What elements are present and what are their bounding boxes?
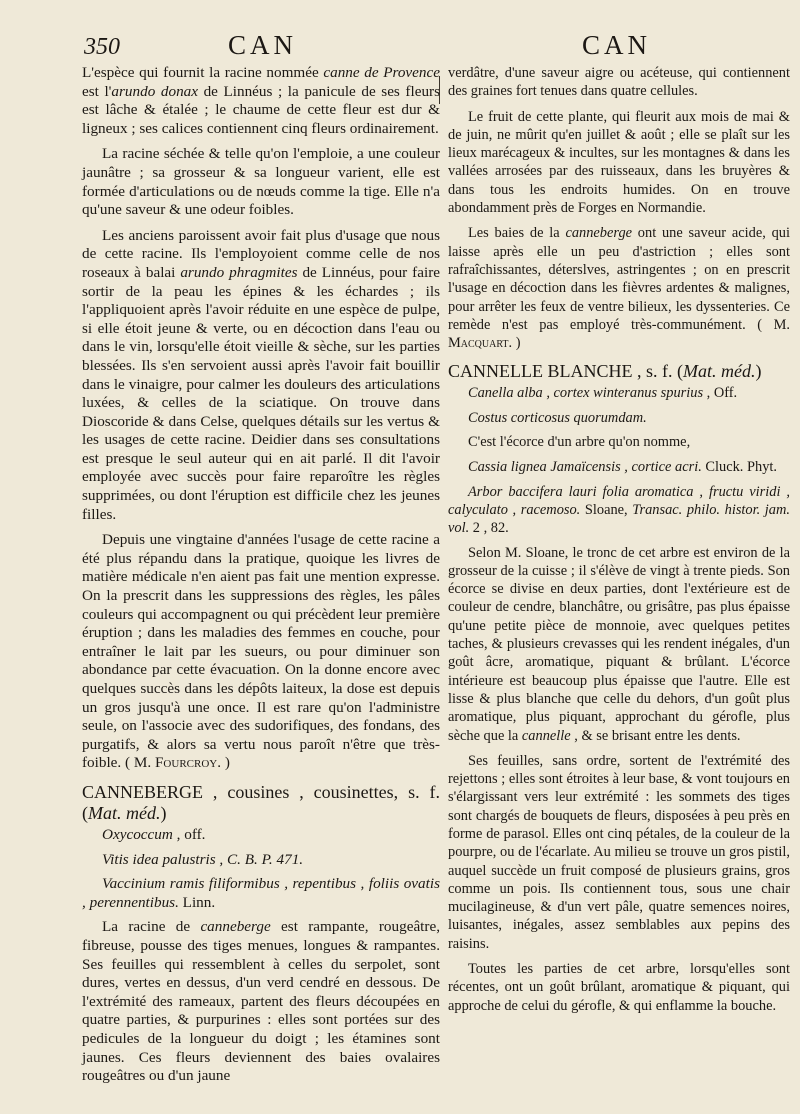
- paragraph-berries: Les baies de la canneberge ont une saveur acide, qui laisse après elle un peu d'astriction ; elles sont rafraîchissantes, déterslves, astringentes ; on en prescrit l'usage en décoction dans les fièvres ardentes & malignes, pour arrêter les feux de ventre bilieux, les dyssenteries. Ce remède n'est pas employé très-communément. ( M. Macquart. ): [448, 225, 790, 352]
- paragraph-ancient-use: Les anciens paroissent avoir fait plus d'usage que nous de cette racine. Ils l'employoient comme celle de nos roseaux à balai arundo phragmites de Linnéus, pour faire sortir de la peau les épines & les échardes ; ils l'appliquoient après l'avoir réduite en une espèce de pulpe, si elle étoit jeune & verte, ou en décoction dans l'eau ou dans le vin, lorsqu'elle étoit vieille & sèche, sur les parties blessées. Ils s'en servoient aussi après l'avoir fait bouillir dans le vinaigre, pour calmer les douleurs des articulations luxées, & celles de la sciatique. On trouve dans Dioscoride & dans Celse, quelques détails sur les vertus & les usages de cette racine. Deidier dans ses consultations est presque le seul auteur qui en ait parlé. Il dit l'avoir employée avec succès pour faire reparoître les règles supprimées, ou dont l'éruption est difficile chez les jeunes filles.: [82, 226, 440, 523]
- right-column: [448, 64, 790, 1022]
- synonym-line: Arbor baccifera lauri folia aromatica , fructu viridi , calyculato , racemoso. Sloane, Transac. philo. histor. jam. vol. 2 , 82.: [448, 483, 790, 537]
- synonym-line: Vitis idea palustris , C. B. P. 471.: [102, 850, 304, 868]
- paragraph-taste: Toutes les parties de cet arbre, lorsqu'elles sont récentes, ont un goût brûlant, aromatique & piquant, qui approche de celui du gérofle, & qui enflamme la bouche.: [448, 961, 790, 1014]
- synonym-line: Oxycoccum , off.: [102, 825, 206, 843]
- synonym-line: Canella alba , cortex winteranus spurius , Off.: [468, 385, 738, 402]
- paragraph-continuation: verdâtre, d'une saveur aigre ou acéteuse, qui contiennent des graines fort tenues dans quatre cellules.: [448, 65, 790, 100]
- running-head-right: CAN: [582, 30, 652, 60]
- paragraph-root-description: La racine séchée & telle qu'on l'emploie, a une couleur jaunâtre ; sa grosseur & sa longueur varient, elle est formée d'articulations ou de nœuds comme la tige. Elle n'a qu'une saveur & une odeur foibles.: [82, 145, 440, 219]
- synonym-line: Vaccinium ramis filiformibus , repentibus , foliis ovatis , perennentibus. Linn.: [82, 875, 440, 911]
- paragraph-leaves: Ses feuilles, sans ordre, sortent de l'extrémité des rejettons ; elles sont étroites à leur base, & vont toujours en s'élargissant vers leur extrémité : les sommets des tiges sont chargés de bouquets de fleurs, disposées à peu près en forme de parasol. Elles ont cinq pétales, de la couleur de la pourpre, ou de l'écarlate. Au milieu se trouve un gros pistil, auquel succède un fruit composé de plusieurs grains, gros comme un pois. Ils contiennent tous, sous une chair mucilagineuse, & d'un vert pâle, quatre semences noires, luisantes, inégales, assez semblables aux pepins des raisins.: [448, 752, 790, 952]
- page-number: 350: [84, 34, 120, 60]
- running-head-left: CAN: [228, 30, 298, 60]
- entry-heading-cannelle-blanche: CANNELLE BLANCHE , s. f. (Mat. méd.): [448, 361, 762, 382]
- entry-heading-canneberge: CANNEBERGE , cousines , cousinettes, s. f. (Mat. méd.): [82, 781, 440, 823]
- paragraph-bark-intro: C'est l'écorce d'un arbre qu'on nomme,: [468, 434, 691, 451]
- paragraph-canneberge-description: La racine de canneberge est rampante, rougeâtre, fibreuse, pousse des tiges menues, longues & rampantes. Ses feuilles qui ressemblent à celles du serpolet, sont dures, vertes en dessus, d'un verd cendré en dessous. De l'extrémité des rameaux, partent des fleurs découpées en quatre parties, & purpurines : elles sont portées sur des pedicules de la longueur du doigt ; les étamines sont jaunes. Ces fleurs deviennent des baies ovalaires rougeâtres ou d'un jaune: [82, 918, 440, 1085]
- paragraph-canne-species: L'espèce qui fournit la racine nommée canne de Provence est l'arundo donax de Linnéus ; la panicule de ses fleurs est lâche & étalée ; le chaume de cette fleur est dur & ligneux ; ses calices contiennent cinq fleurs ordinairement.: [82, 64, 441, 137]
- paragraph-sloane-trunk: Selon M. Sloane, le tronc de cet arbre est environ de la grosseur de la cuisse ; il s'élève de vingt à trente pieds. Son écorce se divise en deux parties, dont l'extérieure est de couleur de cendre, blanchâtre, ou grisâtre, pas plus épaisse qu'une petite pièce de monnoie, avec quelques petites taches, & plusieurs crevasses qui les rendent inégales, d'un goût âcre, aromatique, piquant & brûlant. L'écorce intérieure est beaucoup plus épaisse que l'autre. Elle est lisse & plus blanche que celle du dehors, d'un goût plus aromatique, plus piquant, approchant du gérofle, plus sèche que la cannelle , & se brisant entre les dents.: [448, 544, 790, 744]
- page-header: [0, 26, 800, 66]
- left-column: [82, 64, 440, 1093]
- paragraph-fruit: Le fruit de cette plante, qui fleurit aux mois de mai & de juin, ne mûrit qu'en juillet & août ; elle se plaît sur les lieux marécageux & incultes, sur les montagnes & dans les vallées arrosées par des ruisseaux, dans les bruyères & dans tous les endroits humides. On en trouve abondamment près de Forges en Normandie.: [448, 108, 790, 217]
- paragraph-modern-use: Depuis une vingtaine d'années l'usage de cette racine a été plus répandu dans la pratique, quoique les livres de matière médicale n'en aient pas fait une mention expresse. On la prescrit dans les suppressions des règles, les pâles couleurs qui accompagnent ou qui précèdent leur première éruption ; dans les maladies des femmes en couche, pour entraîner le lait par les sueurs, ou pour diminuer son abondance par cette évacuation. On la donne encore avec quelques succès dans les dépôts laiteux, la dose est depuis un gros jusqu'à une once. Il est rare qu'on l'administre seule, on l'associe avec des sudorifiques, des fondans, des purgatifs, & alors sa vertu nous paroît n'être que très-foible. ( M. Fourcroy. ): [82, 531, 440, 772]
- synonym-line: Cassia lignea Jamaïcensis , cortice acri. Cluck. Phyt.: [468, 459, 777, 476]
- synonym-line: Costus corticosus quorumdam.: [468, 409, 647, 426]
